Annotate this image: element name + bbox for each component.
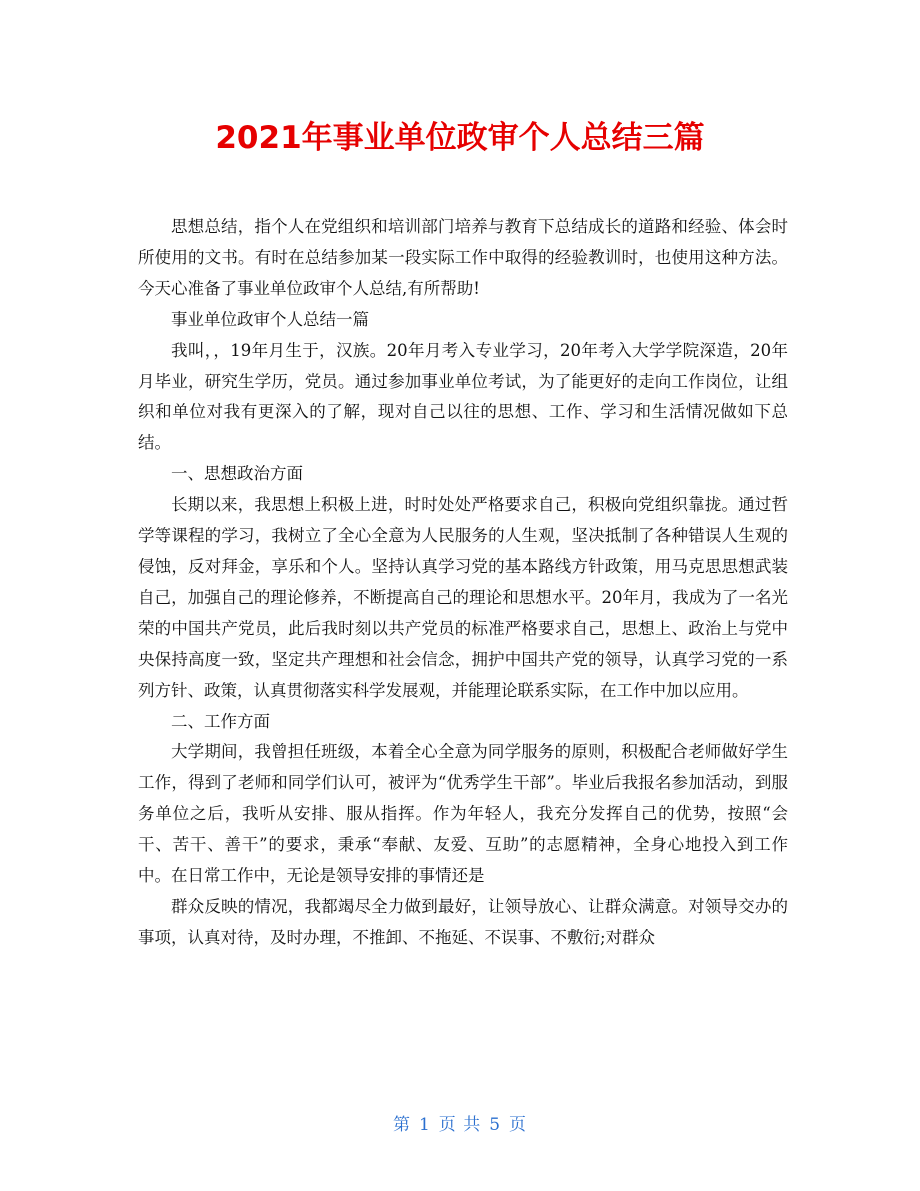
paragraph-work: 大学期间，我曾担任班级，本着全心全意为同学服务的原则，积极配合老师做好学生工作，得到了老师和同学们认可，被评为“优秀学生干部”。毕业后我报名参加活动，到服务单位之后，我听从安排、服从指挥。作为年轻人，我充分发挥自己的优势，按照“会干、苦干、善干”的要求，秉承“奉献、友爱、互助”的志愿精神，全身心地投入到工作中。在日常工作中，无论是领导安排的事情还是 bbox=[138, 742, 788, 886]
page-label-prefix: 第 bbox=[392, 1115, 411, 1135]
paragraph-self-introduction: 我叫，，19年月生于，汉族。20年月考入专业学习，20年考入大学学院深造，20年月毕业，研究生学历，党员。通过参加事业单位考试，为了能更好的走向工作岗位，让组织和单位对我有更深入的了解，现对自己以往的思想、工作、学习和生活情况做如下总结。 bbox=[138, 340, 788, 453]
document-title: 2021年事业单位政审个人总结三篇 bbox=[215, 120, 705, 156]
page-label-mid: 页 共 bbox=[438, 1115, 482, 1135]
page-total: 5 bbox=[489, 1115, 502, 1135]
document-body bbox=[138, 212, 788, 954]
paragraph-political-thought: 长期以来，我思想上积极上进，时时处处严格要求自己，积极向党组织靠拢。通过哲学等课程的学习，我树立了全心全意为人民服务的人生观，坚决抵制了各种错误人生观的侵蚀，反对拜金，享乐和个人。坚持认真学习党的基本路线方针政策，用马克思思想武装自己，加强自己的理论修养，不断提高自己的理论和思想水平。20年月，我成为了一名光荣的中国共产党员，此后我时刻以共产党员的标准严格要求自己，思想上、政治上与党中央保持高度一致，坚定共产理想和社会信念，拥护中国共产党的领导，认真学习党的一系列方针、政策，认真贯彻落实科学发展观，并能理论联系实际，在工作中加以应用。 bbox=[138, 495, 788, 700]
paragraph-work-continued: 群众反映的情况，我都竭尽全力做到最好，让领导放心、让群众满意。对领导交办的事项，认真对待，及时办理，不推卸、不拖延、不误事、不敷衍;对群众 bbox=[138, 896, 788, 947]
section-heading-work: 二、工作方面 bbox=[171, 711, 270, 731]
section-heading-part-one: 事业单位政审个人总结一篇 bbox=[171, 309, 369, 329]
page-label-suffix: 页 bbox=[509, 1115, 528, 1135]
page-footer bbox=[0, 1113, 920, 1137]
paragraph-intro: 思想总结，指个人在党组织和培训部门培养与教育下总结成长的道路和经验、体会时所使用的文书。有时在总结参加某一段实际工作中取得的经验教训时，也使用这种方法。今天心准备了事业单位政审个人总结,有所帮助! bbox=[138, 217, 788, 298]
section-heading-political-thought: 一、思想政治方面 bbox=[171, 464, 303, 484]
page-number: 1 bbox=[418, 1115, 431, 1135]
